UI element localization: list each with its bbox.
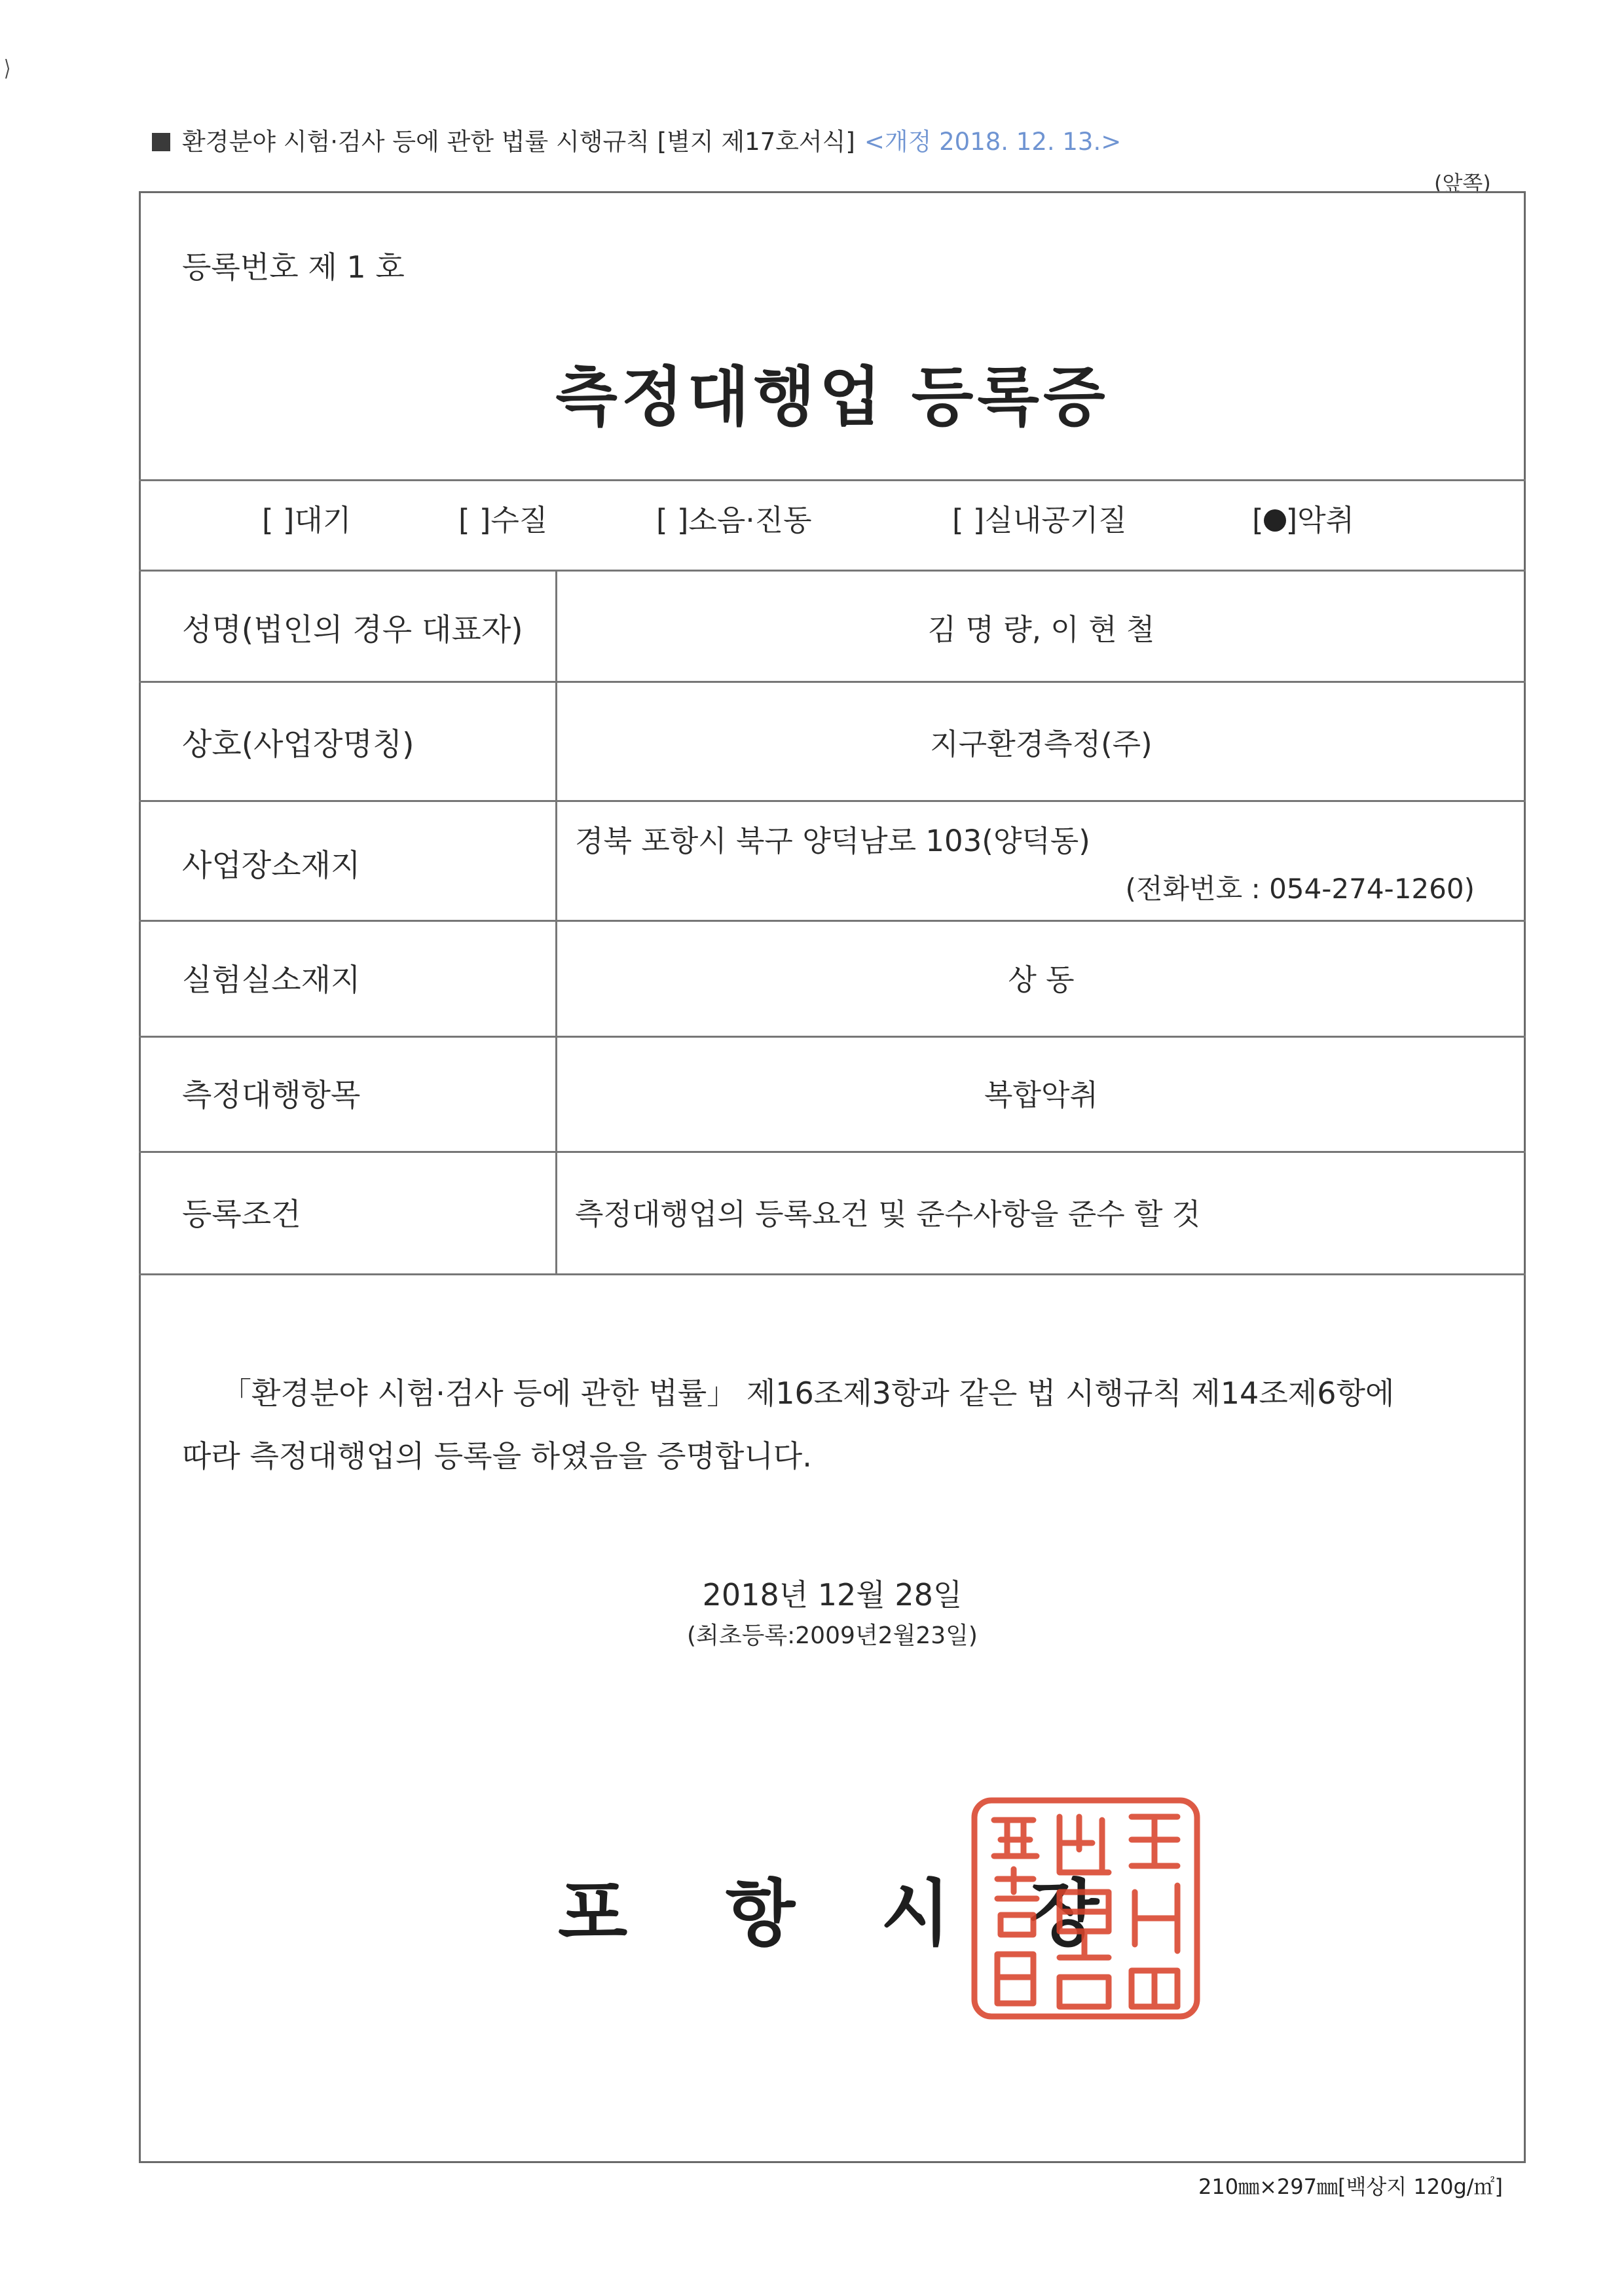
business-address-label: 사업장소재지 xyxy=(182,848,361,884)
measurement-items-value: 복합악취 xyxy=(984,1078,1098,1112)
lab-address-value: 상 동 xyxy=(1008,962,1075,997)
square-bullet-icon xyxy=(152,133,170,151)
revision-note: <개정 2018. 12. 13.> xyxy=(864,128,1122,156)
category-checklist xyxy=(139,496,1526,562)
divider xyxy=(139,1036,1526,1038)
issuer-char-4: 장 xyxy=(1029,1872,1099,1956)
certificate-frame xyxy=(139,191,1526,2163)
paper-spec: 210㎜×297㎜[백상지 120g/㎡] xyxy=(1198,2174,1504,2199)
first-registration-date: (최초등록:2009년2월23일) xyxy=(687,1622,978,1649)
page-side-label: (앞쪽) xyxy=(1434,171,1491,196)
divider xyxy=(139,681,1526,683)
checked-dot-icon xyxy=(1264,509,1286,532)
divider xyxy=(139,1273,1526,1275)
issuer-char-3: 시 xyxy=(881,1872,951,1956)
representative-value: 김 명 량, 이 현 철 xyxy=(927,612,1155,647)
category-air: [ ]대기 xyxy=(262,503,352,538)
business-name-value: 지구환경측정(주) xyxy=(930,727,1153,761)
issuer-char-2: 항 xyxy=(726,1872,796,1956)
registration-number: 등록번호 제 1 호 xyxy=(182,249,405,285)
divider xyxy=(139,479,1526,481)
category-noise-vibration: [ ]소음·진동 xyxy=(656,503,812,538)
certificate-title: 측정대행업 등록증 xyxy=(555,360,1109,435)
business-address-value: 경북 포항시 북구 양덕남로 103(양덕동) xyxy=(575,824,1090,858)
divider xyxy=(139,800,1526,802)
issuer-char-1: 포 xyxy=(558,1872,628,1956)
category-water: [ ]수질 xyxy=(458,503,548,538)
official-seal-stamp xyxy=(968,1794,1204,2023)
category-indoor-air: [ ]실내공기질 xyxy=(952,503,1127,538)
form-reference: 환경분야 시험·검사 등에 관한 법률 시행규칙 [별지 제17호서식] xyxy=(182,128,855,156)
divider xyxy=(139,1151,1526,1153)
form-reference-header xyxy=(152,122,1121,157)
business-name-label: 상호(사업장명칭) xyxy=(182,727,415,763)
divider xyxy=(139,920,1526,922)
category-odor: [ ]악취 xyxy=(1252,503,1355,538)
column-divider xyxy=(555,570,557,1273)
registration-conditions-value: 측정대행업의 등록요건 및 준수사항을 준수 할 것 xyxy=(575,1197,1201,1231)
lab-address-label: 실험실소재지 xyxy=(182,962,361,998)
business-phone: (전화번호 : 054-274-1260) xyxy=(1125,873,1475,905)
issue-date: 2018년 12월 28일 xyxy=(702,1577,963,1613)
measurement-items-label: 측정대행항목 xyxy=(182,1078,361,1114)
scan-margin-mark xyxy=(5,59,9,79)
representative-label: 성명(법인의 경우 대표자) xyxy=(182,612,523,648)
divider xyxy=(139,570,1526,572)
statement-line-2: 따라 측정대행업의 등록을 하였음을 증명합니다. xyxy=(182,1438,812,1474)
registration-conditions-label: 등록조건 xyxy=(182,1197,301,1233)
statement-line-1: 「환경분야 시험·검사 등에 관한 법률」 제16조제3항과 같은 법 시행규칙 제14조제6항에 xyxy=(221,1376,1395,1411)
